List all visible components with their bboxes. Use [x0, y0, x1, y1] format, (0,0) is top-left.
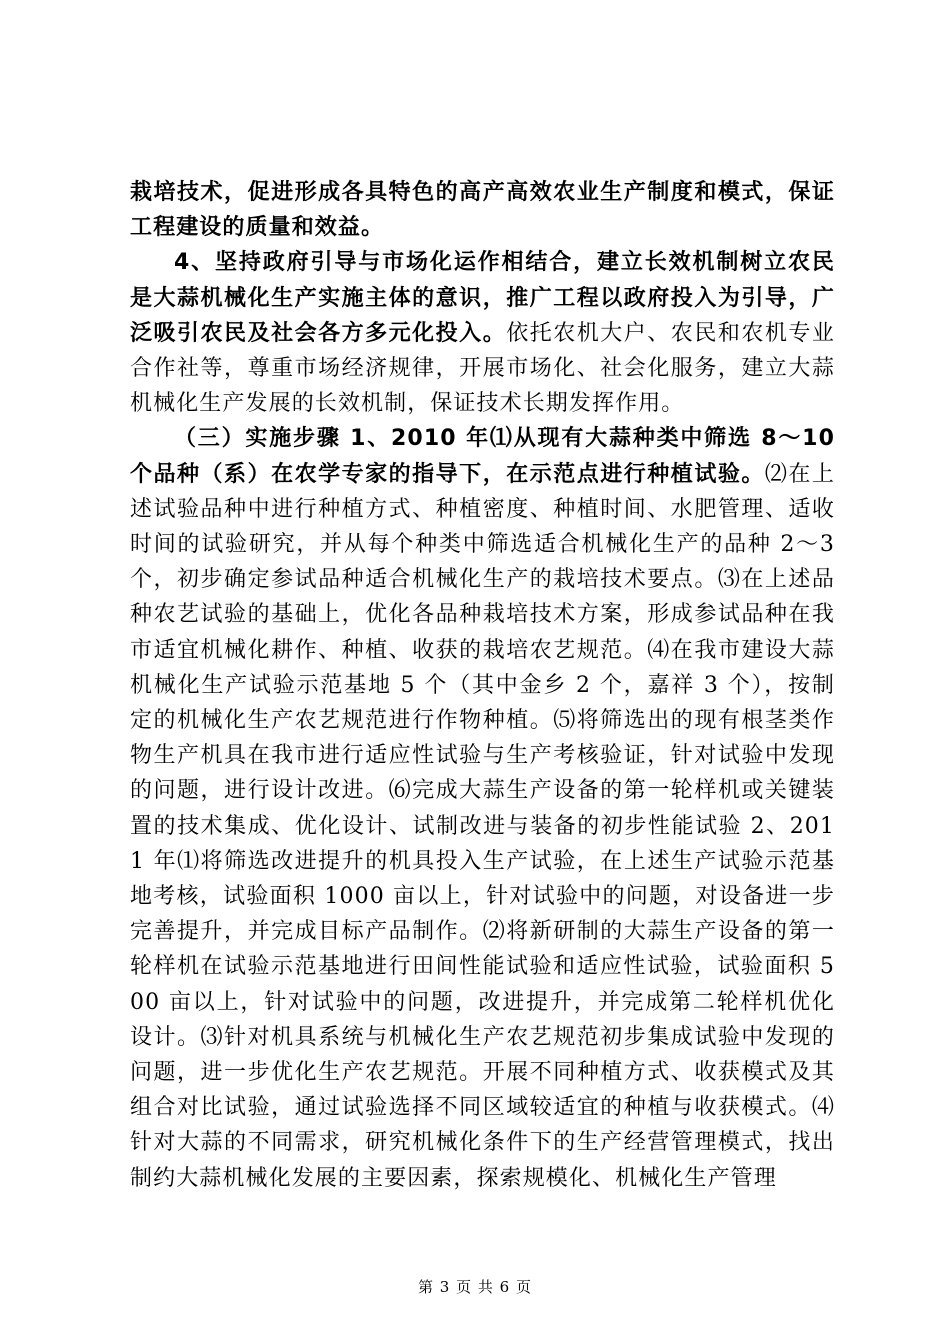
paragraph-3 [130, 421, 835, 1195]
page-number: 第 3 页 共 6 页 [418, 1278, 532, 1296]
paragraph-1-bold-text: 栽培技术，促进形成各具特色的高产高效农业生产制度和模式，保证工程建设的质量和效益。 [130, 180, 835, 241]
paragraph-1 [130, 175, 835, 245]
paragraph-2-bold-text: 4、坚持政府引导与市场化运作相结合，建立长效机制树立农民是大蒜机械化生产实施主体的意识，推广工程以政府投入为引导，广泛吸引农民及社会各方多元化投入。 [130, 250, 835, 346]
page-footer [0, 1276, 950, 1297]
document-body [130, 175, 835, 1196]
paragraph-3-bold-text: （三）实施步骤 1、2010 年⑴从现有大蒜种类中筛选 8～10 个品种（系）在农学专家的指导下，在示范点进行种植试验。 [130, 426, 835, 487]
paragraph-2-text: 依托农机大户、农民和农机专业合作社等，尊重市场经济规律，开展市场化、社会化服务，建立大蒜机械化生产发展的长效机制，保证技术长期发挥作用。 [130, 320, 835, 417]
paragraph-3-text: ⑵在上述试验品种中进行种植方式、种植密度、种植时间、水肥管理、适收时间的试验研究，并从每个种类中筛选适合机械化生产的品种 2～3 个，初步确定参试品种适合机械化生产的栽培技术要点。⑶在上述品种农艺试验的基础上，优化各品种栽培技术方案，形成参试品种在我市适宜机械化耕作、种植、收获的栽培农艺规范。⑷在我市建设大蒜机械化生产试验示范基地 5 个（其中金乡 2 个，嘉祥 3 个），按制定的机械化生产农艺规范进行作物种植。⑸将筛选出的现有根茎类作物生产机具在我市进行适应性试验与生产考核验证，针对试验中发现的问题，进行设计改进。⑹完成大蒜生产设备的第一轮样机或关键装置的技术集成、优化设计、试制改进与装备的初步性能试验 2、2011 年⑴将筛选改进提升的机具投入生产试验，在上述生产试验示范基地考核，试验面积 1000 亩以上，针对试验中的问题，对设备进一步完善提升，并完成目标产品制作。⑵将新研制的大蒜生产设备的第一轮样机在试验示范基地进行田间性能试验和适应性试验，试验面积 500 亩以上，针对试验中的问题，改进提升，并完成第二轮样机优化设计。⑶针对机具系统与机械化生产农艺规范初步集成试验中发现的问题，进一步优化生产农艺规范。开展不同种植方式、收获模式及其组合对比试验，通过试验选择不同区域较适宜的种植与收获模式。⑷针对大蒜的不同需求，研究机械化条件下的生产经营管理模式，找出制约大蒜机械化发展的主要因素，探索规模化、机械化生产管理 [130, 461, 836, 1191]
paragraph-2 [130, 245, 835, 421]
